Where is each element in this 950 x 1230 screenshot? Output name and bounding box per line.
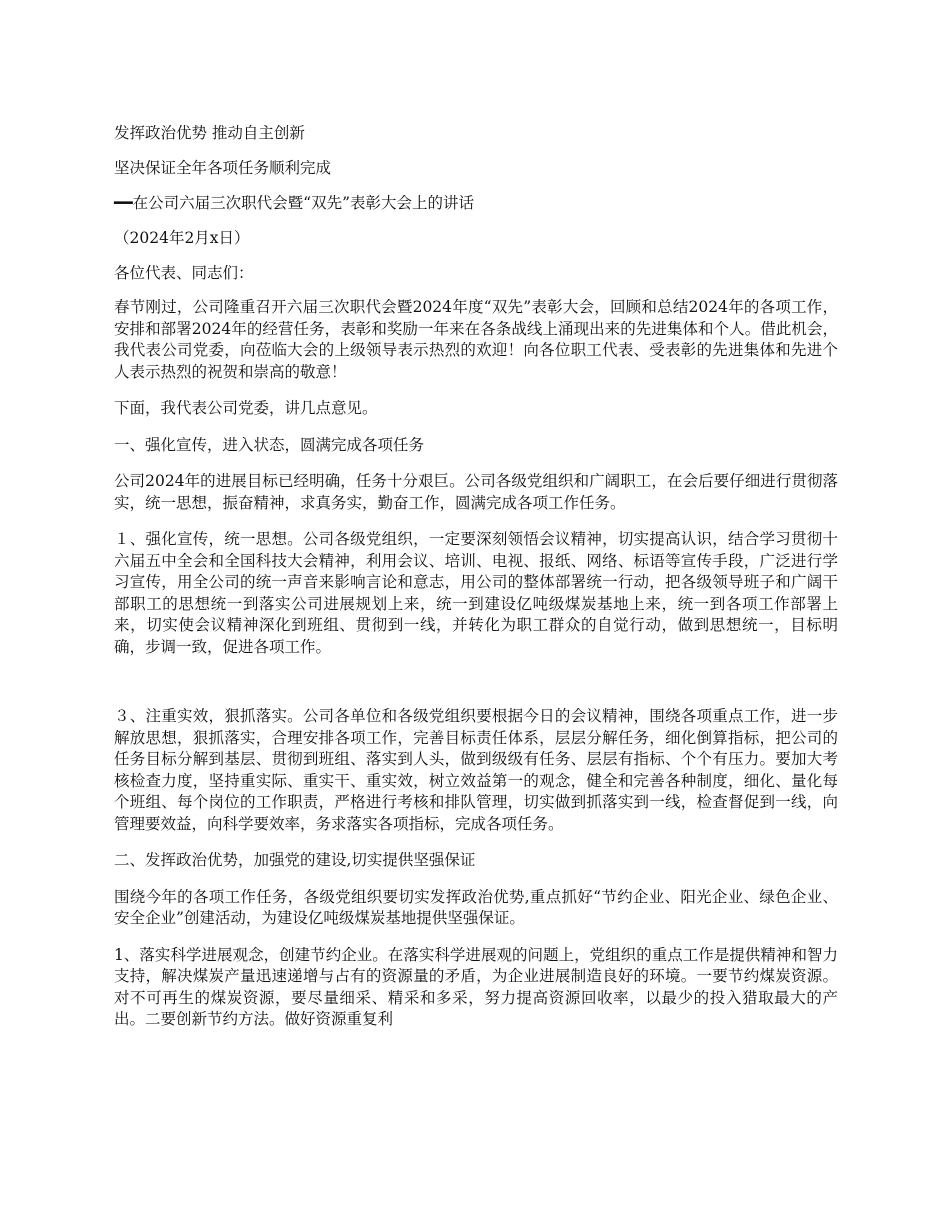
paragraph-item-1: １、强化宣传，统一思想。公司各级党组织，一定要深刻领悟会议精神，切实提高认识，结合学习贯彻十六届五中全会和全国科技大会精神，利用会议、培训、电视、报纸、网络、标语等宣传手段，广泛进行学习宣传，用全公司的统一声音来影响言论和意志，用公司的整体部署统一行动，把各级领导班子和广阔干部职工的思想统一到落实公司进展规划上来，统一到建设亿吨级煤炭基地上来，统一到各项工作部署上来，切实使会议精神深化到班组、贯彻到一线，并转化为职工群众的自觉行动，做到思想统一，目标明确，步调一致，促进各项工作。 bbox=[114, 530, 838, 656]
section-heading-1: 一、强化宣传，进入状态，圆满完成各项任务 bbox=[114, 435, 425, 454]
title-line-2: 坚决保证全年各项任务顺利完成 bbox=[114, 159, 332, 177]
paragraph-item-3: ３、注重实效，狠抓落实。公司各单位和各级党组织要根据今日的会议精神，围绕各项重点工作，进一步解放思想，狠抓落实，合理安排各项工作，完善目标责任体系，层层分解任务，细化倒算指标，把公司的任务目标分解到基层、贯彻到班组、落实到人头，做到级级有任务、层层有指标、个个有压力。要加大考核检查力度，坚持重实际、重实干、重实效，树立效益第一的观念，健全和完善各种制度，细化、量化每个班组、每个岗位的工作职责，严格进行考核和排队管理，切实做到抓落实到一线，检查督促到一线，向管理要效益，向科学要效率，务求落实各项指标，完成各项任务。 bbox=[114, 707, 838, 833]
paragraph-opening: 春节刚过，公司隆重召开六届三次职代会暨2024年度“双先”表彰大会，回顾和总结2024年的各项工作，安排和部署2024年的经营任务，表彰和奖励一年来在各条战线上涌现出来的先进集体和个人。借此机会，我代表公司党委，向莅临大会的上级领导表示热烈的欢迎！向各位职工代表、受表彰的先进集体和先进个人表示热烈的祝贺和崇高的敬意！ bbox=[114, 298, 838, 381]
section-heading-2: 二、发挥政治优势，加强党的建设,切实提供坚强保证 bbox=[114, 851, 476, 869]
title-line-1: 发挥政治优势 推动自主创新 bbox=[114, 124, 305, 142]
paragraph-section-1-intro: 公司2024年的进展目标已经明确，任务十分艰巨。公司各级党组织和广阔职工，在会后要仔细进行贯彻落实，统一思想，振奋精神，求真务实，勤奋工作，圆满完成各项工作任务。 bbox=[114, 472, 838, 512]
paragraph-section-2-item-1: 1、落实科学进展观念，创建节约企业。在落实科学进展观的问题上，党组织的重点工作是提供精神和智力支持，解决煤炭产量迅速递增与占有的资源量的矛盾，为企业进展制造良好的环境。一要节约煤炭资源。对不可再生的煤炭资源，要尽量细采、精采和多采，努力提高资源回收率，以最少的投入猎取最大的产出。二要创新节约方法。做好资源重复利 bbox=[114, 945, 838, 1028]
paragraph-section-2-intro: 围绕今年的各项工作任务，各级党组织要切实发挥政治优势,重点抓好“节约企业、阳光企业、绿色企业、安全企业”创建活动，为建设亿吨级煤炭基地提供坚强保证。 bbox=[114, 887, 838, 927]
paragraph-intro: 下面，我代表公司党委，讲几点意见。 bbox=[114, 399, 378, 417]
speech-date: （2024年2月x日） bbox=[114, 229, 250, 247]
speech-subtitle: ━━在公司六届三次职代会暨“双先”表彰大会上的讲话 bbox=[114, 194, 475, 212]
salutation: 各位代表、同志们： bbox=[114, 264, 254, 282]
document-page bbox=[114, 122, 838, 1031]
